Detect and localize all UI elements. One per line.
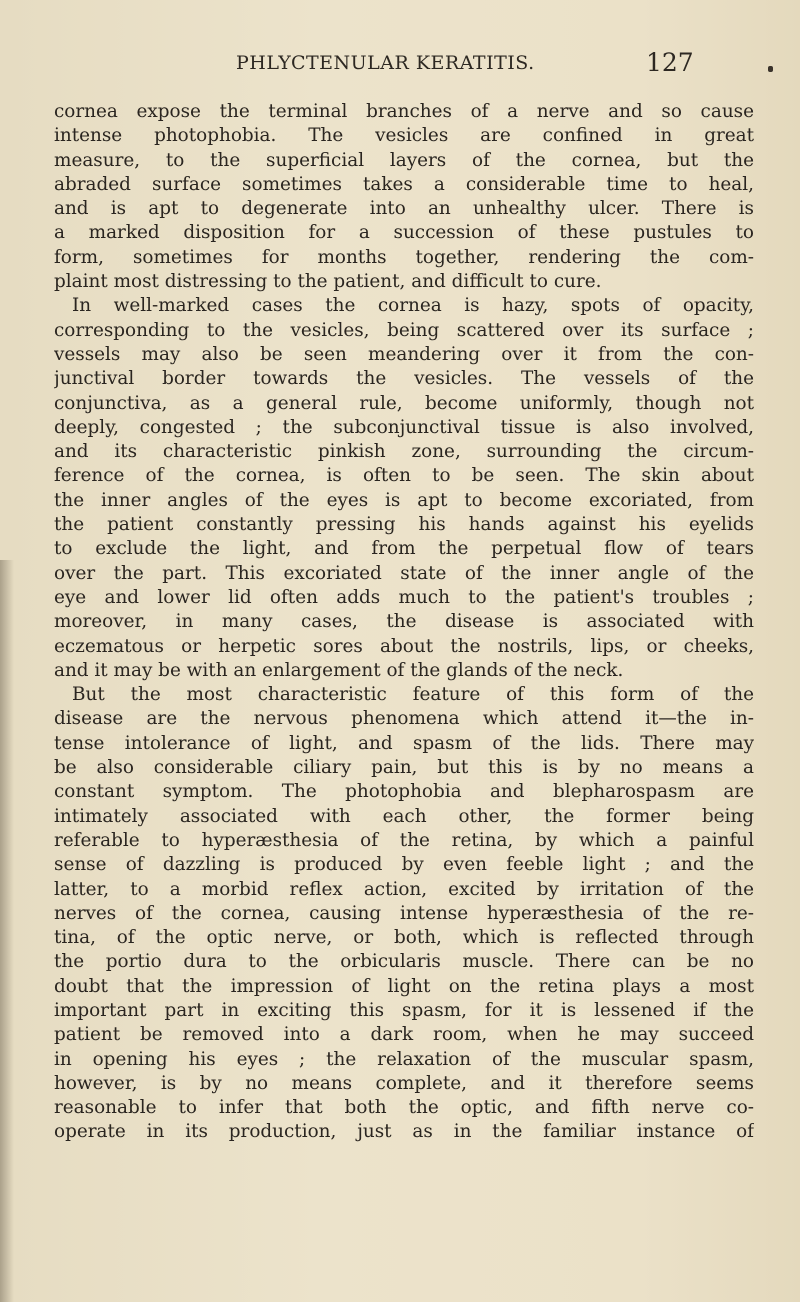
text-line: doubt that the impression of light on the retina plays a most <box>54 975 754 997</box>
text-line: eczematous or herpetic sores about the nostrils, lips, or cheeks, <box>54 635 754 657</box>
text-line: the portio dura to the orbicularis muscle. There can be no <box>54 951 754 973</box>
page-header <box>0 48 800 82</box>
text-line: plaint most distressing to the patient, and difficult to cure. <box>54 271 602 293</box>
text-line: latter, to a morbid reflex action, excited by irritation of the <box>54 878 754 900</box>
text-line: tense intolerance of light, and spasm of the lids. There may <box>54 732 754 754</box>
text-line: a marked disposition for a succession of these pustules to <box>54 222 754 244</box>
text-line: cornea expose the terminal branches of a nerve and so cause <box>54 101 754 122</box>
body-text <box>54 100 754 1145</box>
text-line: eye and lower lid often adds much to the patient's troubles ; <box>54 586 754 608</box>
text-line: junctival border towards the vesicles. The vessels of the <box>54 368 754 390</box>
text-line: to exclude the light, and from the perpetual flow of tears <box>54 538 754 560</box>
ink-speck <box>768 66 773 72</box>
text-line: and is apt to degenerate into an unhealthy ulcer. There is <box>54 198 754 220</box>
text-line: constant symptom. The photophobia and blepharospasm are <box>54 781 754 803</box>
text-line: In well-marked cases the cornea is hazy, spots of opacity, <box>72 295 754 317</box>
text-line: ference of the cornea, is often to be seen. The skin about <box>54 465 754 487</box>
text-line: however, is by no means complete, and it therefore seems <box>54 1072 754 1094</box>
text-line: abraded surface sometimes takes a considerable time to heal, <box>54 173 754 195</box>
text-line: corresponding to the vesicles, being scattered over its surface ; <box>54 319 754 341</box>
text-line: deeply, congested ; the subconjunctival tissue is also involved, <box>54 416 754 438</box>
text-line: conjunctiva, as a general rule, become uniformly, though not <box>54 392 754 414</box>
text-line: in opening his eyes ; the relaxation of the muscular spasm, <box>54 1048 754 1070</box>
text-line: intense photophobia. The vesicles are confined in great <box>54 125 754 147</box>
text-line: intimately associated with each other, the former being <box>54 805 754 827</box>
text-line: operate in its production, just as in the familiar instance of <box>54 1121 754 1143</box>
text-line: But the most characteristic feature of this form of the <box>72 684 754 706</box>
text-line: reasonable to infer that both the optic, and fifth nerve co- <box>54 1097 754 1119</box>
text-line: referable to hyperæsthesia of the retina, by which a painful <box>54 829 754 851</box>
text-line: the inner angles of the eyes is apt to become excoriated, from <box>54 489 754 511</box>
text-line: vessels may also be seen meandering over it from the con- <box>54 343 754 365</box>
text-line: nerves of the cornea, causing intense hyperæsthesia of the re- <box>54 902 754 924</box>
text-line: sense of dazzling is produced by even feeble light ; and the <box>54 854 754 876</box>
text-line: over the part. This excoriated state of the inner angle of the <box>54 562 754 584</box>
text-line: important part in exciting this spasm, for it is lessened if the <box>54 999 754 1021</box>
text-line: form, sometimes for months together, rendering the com- <box>54 246 754 268</box>
text-line: disease are the nervous phenomena which attend it—the in- <box>54 708 754 730</box>
text-line: moreover, in many cases, the disease is associated with <box>54 611 754 633</box>
text-line: and it may be with an enlargement of the glands of the neck. <box>54 659 624 681</box>
text-line: tina, of the optic nerve, or both, which is reflected through <box>54 927 754 949</box>
running-head: PHLYCTENULAR KERATITIS. <box>236 52 535 74</box>
page-number: 127 <box>646 48 694 77</box>
text-line: measure, to the superficial layers of the cornea, but the <box>54 149 754 171</box>
gutter-shadow <box>0 560 14 1302</box>
text-line: and its characteristic pinkish zone, surrounding the circum- <box>54 441 754 463</box>
text-line: be also considerable ciliary pain, but this is by no means a <box>54 757 754 779</box>
text-line: patient be removed into a dark room, when he may succeed <box>54 1024 754 1046</box>
text-line: the patient constantly pressing his hands against his eyelids <box>54 514 754 536</box>
